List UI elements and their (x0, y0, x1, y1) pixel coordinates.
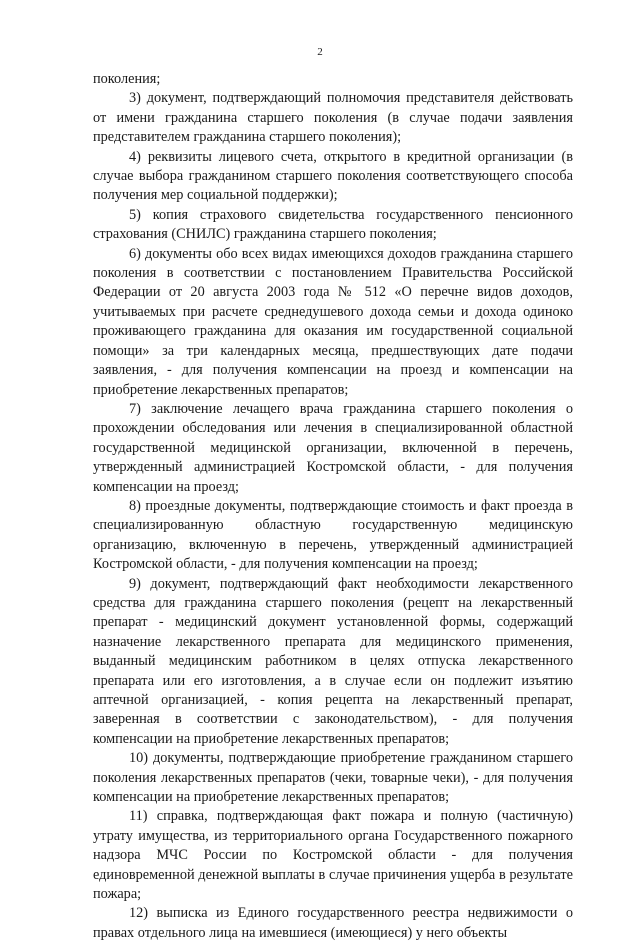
list-item-4: 4) реквизиты лицевого счета, открытого в кредитной организации (в случае выбора гражданином старшего поколения соответствующего способа получения мер социальной поддержки); (93, 148, 573, 204)
document-body (93, 70, 573, 943)
paragraph-continuation: поколения; (93, 71, 161, 87)
list-item-6: 6) документы обо всех видах имеющихся доходов гражданина старшего поколения в соответствии с постановлением Правительства Российской Федерации от 20 августа 2003 года № 512 «О перечне видов доходов, учитываемых при расчете среднедушевого дохода семьи и дохода одиноко проживающего гражданина для оказания им государственной социальной помощи» за три календарных месяца, предшествующих дате подачи заявления, - для получения компенсации на проезд и компенсации на приобретение лекарственных препаратов; (93, 245, 573, 398)
list-item-11: 11) справка, подтверждающая факт пожара и полную (частичную) утрату имущества, из территориального органа Государственного пожарного надзора МЧС России по Костромской области - для получения единовременной денежной выплаты в случае причинения ущерба в результате пожара; (93, 808, 573, 903)
page-number: 2 (317, 46, 323, 58)
list-item-12: 12) выписка из Единого государственного реестра недвижимости о правах отдельного лица на имевшиеся (имеющиеся) у него объекты (93, 905, 573, 941)
list-item-7: 7) заключение лечащего врача гражданина старшего поколения о прохождении обследования или лечения в специализированной областной государственной медицинской организации, включенной в перечень, утвержденный администрацией Костромской области, - для получения компенсации на проезд; (93, 400, 573, 495)
list-item-9: 9) документ, подтверждающий факт необходимости лекарственного средства для гражданина старшего поколения (рецепт на лекарственный препарат - медицинский документ установленной формы, содержащий назначение лекарственного препарата для медицинского применения, выданный медицинским работником в целях отпуска лекарственного препарата или его изготовления, а в случае если он подлежит изъятию аптечной организацией, - копия рецепта на лекарственный препарат, заверенная в соответствии с законодательством), - для получения компенсации на приобретение лекарственных препаратов; (93, 575, 573, 747)
list-item-5: 5) копия страхового свидетельства государственного пенсионного страхования (СНИЛС) гражданина старшего поколения; (93, 206, 573, 243)
list-item-10: 10) документы, подтверждающие приобретение гражданином старшего поколения лекарственных препаратов (чеки, товарные чеки), - для получения компенсации на приобретение лекарственных препаратов; (93, 750, 573, 806)
list-item-8: 8) проездные документы, подтверждающие стоимость и факт проезда в специализированную областную государственную медицинскую организацию, включенную в перечень, утвержденный администрацией Костромской области, - для получения компенсации на проезд; (93, 497, 573, 573)
list-item-3: 3) документ, подтверждающий полномочия представителя действовать от имени гражданина старшего поколения (в случае подачи заявления представителем гражданина старшего поколения); (93, 90, 573, 146)
